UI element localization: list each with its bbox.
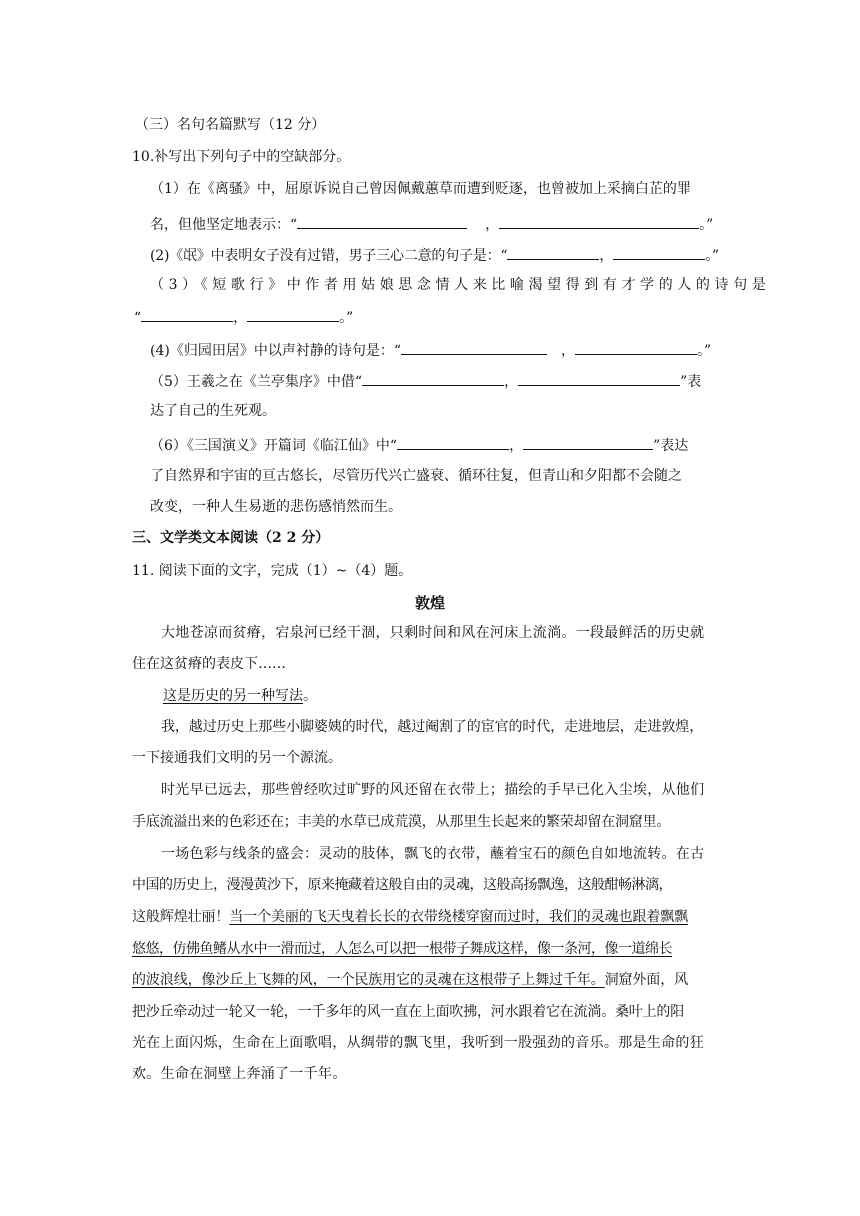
- article-paragraph-3-line-1: 我，越过历史上那些小脚婆姨的时代，越过阉割了的宦官的时代，走进地层，走进敦煌，: [161, 719, 704, 735]
- q10-item3-line2: [134, 306, 353, 328]
- answer-blank[interactable]: [401, 339, 547, 355]
- separator: ，: [504, 374, 519, 390]
- q10-item2-prefix: (2)《氓》中表明女子没有过错，男子三心二意的句子是：“: [150, 248, 508, 264]
- answer-blank[interactable]: [397, 434, 509, 450]
- q10-item6-line3: 改变，一种人生易逝的悲伤感悄然而生。: [150, 499, 402, 515]
- answer-blank[interactable]: [518, 370, 680, 386]
- answer-blank[interactable]: [141, 306, 233, 322]
- article-paragraph-4-line-2: 手底流溢出来的色彩还在；丰美的水草已成荒漠，从那里生长起来的繁荣却留在洞窟里。: [132, 814, 671, 830]
- article-paragraph-5-line-4: 悠悠，仿佛鱼鳍从水中一滑而过，人怎么可以把一根带子舞成这样，像一条河，像一道绵长: [132, 941, 672, 957]
- answer-blank[interactable]: [523, 434, 653, 450]
- q10-item5-line2: 达了自己的生死观。: [150, 403, 276, 419]
- answer-blank[interactable]: [499, 213, 699, 229]
- q10-item6-line2: 了自然界和宇宙的亘古悠长，尽管历代兴亡盛衰、循环往复，但青山和夕阳都不会随之: [150, 468, 682, 484]
- q10-item4-prefix: (4)《归园田居》中以声衬静的诗句是：“: [150, 343, 401, 359]
- period: 。: [303, 688, 317, 704]
- answer-blank[interactable]: [297, 213, 467, 229]
- q10-item4: [150, 339, 711, 361]
- article-paragraph-5-line-8: 欢。生命在洞壁上奔涌了一千年。: [132, 1066, 347, 1082]
- closing-quote: 。”: [705, 248, 719, 264]
- separator: ，: [509, 438, 524, 454]
- q10-item1-line1: （1）在《离骚》中，屈原诉说自己曾因佩戴蕙草而遭到贬逐，也曾被加上采摘白芷的罪: [150, 181, 691, 197]
- article-paragraph-1-line-1: 大地苍凉而贫瘠，宕泉河已经干涸，只剩时间和风在河床上流淌。一段最鲜活的历史就: [161, 625, 705, 641]
- article-paragraph-5-line-2: 中国的历史上，漫漫黄沙下，原来掩藏着这般自由的灵魂，这般高扬飘逸，这般酣畅淋漓，: [132, 877, 672, 893]
- separator: ，: [233, 310, 248, 326]
- q10-item5-line1: [150, 370, 701, 392]
- underlined-sentence: 这是历史的另一种写法: [163, 688, 303, 704]
- answer-blank[interactable]: [247, 306, 339, 322]
- article-paragraph-3-line-2: 一下接通我们文明的另一个源流。: [132, 750, 342, 766]
- question-10-stem: 10.补写出下列句子中的空缺部分。: [132, 149, 351, 165]
- q10-item3-line1: （3）《短歌行》中作者用姑娘思念情人来比喻渴望得到有才学的人的诗句是: [150, 277, 771, 293]
- answer-blank[interactable]: [507, 244, 599, 260]
- q10-item1-line2: [150, 213, 713, 235]
- article-title: 敦煌: [414, 594, 445, 612]
- answer-blank[interactable]: [613, 244, 705, 260]
- closing-text: ”表达: [653, 438, 689, 454]
- article-paragraph-5-line-6: 把沙丘牵动过一轮又一轮，一千多年的风一直在上面吹拂，河水跟着它在流淌。桑叶上的阳: [132, 1004, 684, 1020]
- separator: ，: [599, 248, 614, 264]
- article-paragraph-4-line-1: 时光早已远去，那些曾经吹过旷野的风还留在衣带上；描绘的手早已化入尘埃，从他们: [161, 782, 705, 798]
- answer-blank[interactable]: [362, 370, 504, 386]
- underlined-sentence: 当一个美丽的飞天曳着长长的衣带绕楼穿窗而过时，我们的灵魂也跟着飘飘: [229, 909, 689, 925]
- article-paragraph-5-line-3: [132, 907, 688, 927]
- section-heading-memorization: （三）名句名篇默写（12 分）: [135, 117, 326, 133]
- separator: ，: [561, 343, 575, 359]
- section-heading-literary-reading: 三、文学类文本阅读（2 2 分）: [132, 530, 330, 546]
- question-11-stem: 11. 阅读下面的文字，完成（1）~（4）题。: [132, 563, 413, 579]
- closing-quote: 。”: [339, 310, 354, 326]
- closing-quote: 。”: [697, 343, 712, 359]
- underlined-sentence: 的波浪线，像沙丘上飞舞的风，一个民族用它的灵魂在这根带子上舞过千年。: [132, 972, 605, 988]
- q10-item2: [150, 244, 719, 266]
- article-paragraph-1-line-2: 住在这贫瘠的表皮下……: [132, 656, 286, 672]
- opening-quote: “: [134, 310, 142, 326]
- answer-blank[interactable]: [575, 339, 697, 355]
- q10-item6-line1: [150, 434, 688, 456]
- article-paragraph-5-line-5: [132, 970, 688, 990]
- separator: ，: [485, 217, 500, 233]
- article-paragraph-5-line-7: 光在上面闪烁，生命在上面歌唱，从绸带的飘飞里，我听到一股强劲的音乐。那是生命的狂: [132, 1035, 704, 1051]
- q10-item6-prefix: （6）《三国演义》开篇词《临江仙》中“: [150, 438, 398, 454]
- closing-text: ”表: [680, 374, 702, 390]
- article-paragraph-2: [163, 686, 317, 706]
- q10-item1-prefix: 名，但他坚定地表示：“: [150, 217, 298, 233]
- closing-quote: 。”: [699, 217, 714, 233]
- article-paragraph-5-line-1: 一场色彩与线条的盛会：灵动的肢体，飘飞的衣带，蘸着宝石的颜色自如地流转。在古: [161, 846, 705, 862]
- plain-text: 这般辉煌壮丽！: [132, 909, 230, 925]
- plain-text: 洞窟外面，风: [604, 972, 689, 988]
- q10-item5-prefix: （5）王羲之在《兰亭集序》中借“: [150, 374, 363, 390]
